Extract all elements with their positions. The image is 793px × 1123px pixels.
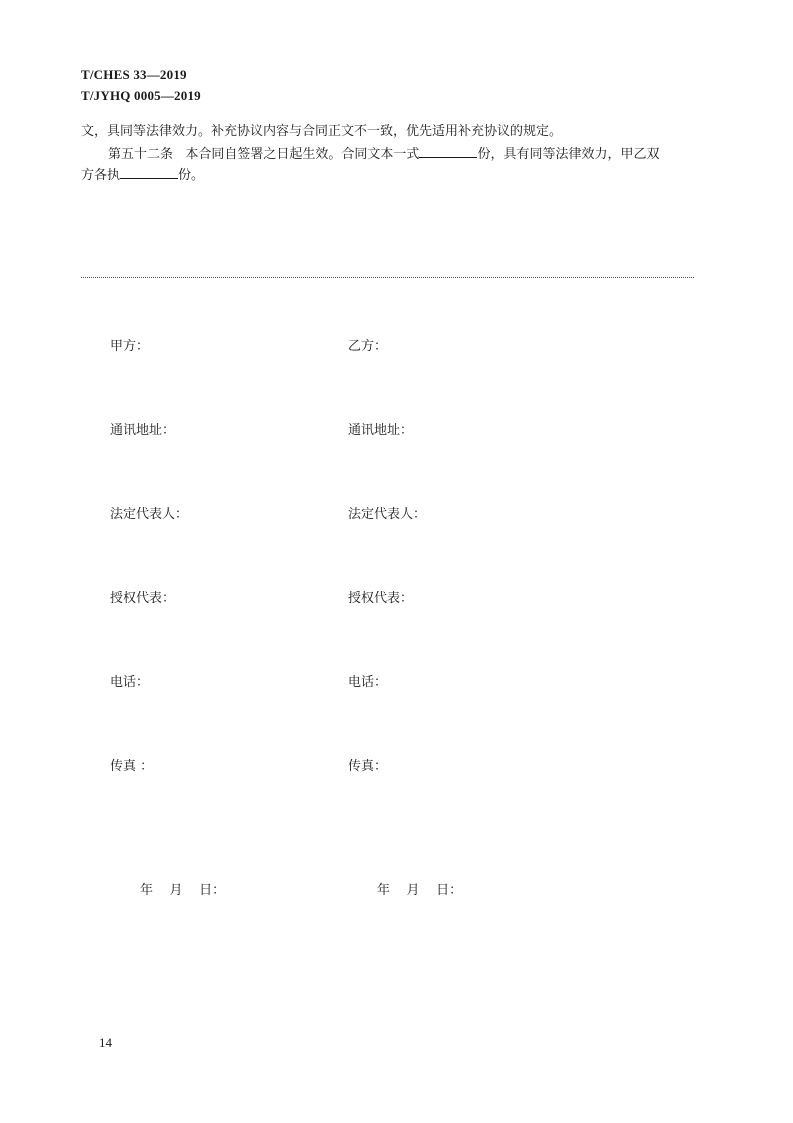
copies-each-blank[interactable]	[120, 166, 178, 179]
paragraph-continuation: 文，具同等法律效力。补充协议内容与合同正文不一致，优先适用补充协议的规定。	[81, 124, 563, 139]
date-day: 日：	[199, 883, 226, 898]
party-b-address-label: 通讯地址：	[348, 423, 414, 438]
party-b-label: 乙方：	[348, 339, 388, 354]
article-text-c: 方各执	[81, 168, 121, 183]
party-a-legal-rep-label: 法定代表人：	[110, 507, 189, 522]
article-text-d: 份。	[178, 168, 205, 183]
article-label: 第五十二条	[108, 147, 174, 162]
party-b-auth-rep-label: 授权代表：	[348, 591, 414, 606]
party-b-date	[377, 879, 462, 898]
party-a-address-label: 通讯地址：	[110, 423, 176, 438]
party-b-legal-rep-label: 法定代表人：	[348, 507, 427, 522]
date-year: 年	[140, 883, 154, 898]
party-a-date	[140, 879, 225, 898]
party-b-phone-label: 电话：	[348, 675, 388, 690]
date-day: 日：	[436, 883, 463, 898]
standard-code-jyhq: T/JYHQ 0005—2019	[81, 88, 201, 103]
article-text-a: 本合同自签署之日起生效。合同文本一式	[185, 147, 420, 162]
standard-code-ches: T/CHES 33—2019	[81, 67, 187, 82]
article-52	[81, 144, 701, 186]
date-year: 年	[377, 883, 391, 898]
date-month: 月	[169, 883, 183, 898]
dotted-separator	[81, 277, 694, 278]
article-text-b: 份，具有同等法律效力，甲乙双	[477, 147, 660, 162]
page-number: 14	[99, 1035, 112, 1050]
party-b-fax-label: 传真：	[348, 759, 388, 774]
date-month: 月	[406, 883, 420, 898]
party-a-auth-rep-label: 授权代表：	[110, 591, 176, 606]
party-a-label: 甲方：	[110, 339, 150, 354]
copies-total-blank[interactable]	[419, 145, 477, 158]
party-a-phone-label: 电话：	[110, 675, 150, 690]
party-a-fax-label: 传真 ：	[110, 759, 154, 774]
